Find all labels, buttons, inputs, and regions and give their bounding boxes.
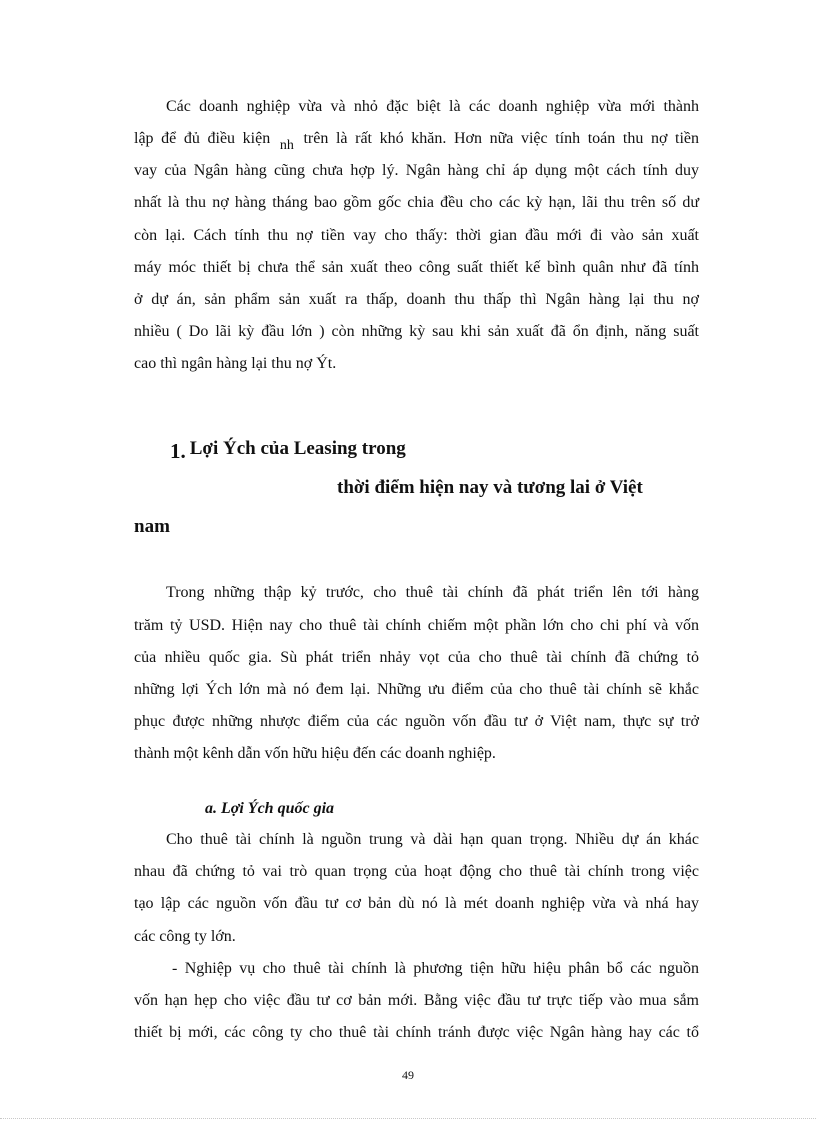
paragraph-1-line-7: ở dự án, sản phẩm sản xuất ra thấp, doanh thu thấp thì Ngân hàng lại thu nợ	[134, 291, 699, 308]
paragraph-4-line-2: vốn hạn hẹp cho việc đầu tư cơ bản mới. Bằng việc đầu tư trực tiếp vào mua sắm	[134, 992, 699, 1009]
paragraph-1-line-9: cao thì ngân hàng lại thu nợ Ýt.	[134, 355, 337, 372]
paragraph-1-line-2	[134, 129, 700, 153]
paragraph-1-line-2-start: lập để đủ điều kiện	[134, 130, 271, 147]
paragraph-1-line-2-end: trên là rất khó khăn. Hơn nữa việc tính toán thu nợ tiền	[303, 130, 700, 147]
paragraph-2-line-6: thành một kênh dẫn vốn hữu hiệu đến các doanh nghiệp.	[134, 745, 496, 762]
paragraph-2-line-3: của nhiều quốc gia. Sù phát triển nhảy vọt của cho thuê tài chính đã chứng tỏ	[134, 649, 699, 666]
subscript-nh: nh	[279, 138, 294, 153]
section-heading-line-3: nam	[134, 516, 170, 537]
paragraph-3-line-4: các công ty lớn.	[134, 928, 236, 945]
paragraph-2-line-1: Trong những thập kỷ trước, cho thuê tài chính đã phát triển lên tới hàng	[166, 584, 699, 601]
paragraph-4-line-3: thiết bị mới, các công ty cho thuê tài chính tránh được việc Ngân hàng hay các tổ	[134, 1024, 699, 1041]
section-heading-line-2: thời điểm hiện nay và tương lai ở Việt	[337, 477, 643, 498]
section-number: 1.	[170, 439, 186, 463]
paragraph-2-line-4: những lợi Ých lớn mà nó đem lại. Những ưu điểm của cho thuê tài chính sẽ khắc	[134, 681, 699, 698]
paragraph-2-line-5: phục được những nhược điểm của các nguồn vốn đầu tư ở Việt nam, thực sự trở	[134, 713, 699, 730]
section-title-start: Lợi Ých của Leasing trong	[189, 438, 406, 459]
paragraph-3-line-1: Cho thuê tài chính là nguồn trung và dài hạn quan trọng. Nhiều dự án khác	[166, 831, 699, 848]
paragraph-4-line-1: - Nghiệp vụ cho thuê tài chính là phương tiện hữu hiệu phân bổ các nguồn	[172, 960, 699, 977]
paragraph-3-line-3: tạo lập các nguồn vốn đầu tư cơ bản dù nó là mét doanh nghiệp vừa và nhá hay	[134, 895, 699, 912]
paragraph-1-line-1: Các doanh nghiệp vừa và nhỏ đặc biệt là các doanh nghiệp vừa mới thành	[166, 98, 699, 115]
paragraph-1-line-8: nhiều ( Do lãi kỳ đầu lớn ) còn những kỳ sau khi sản xuất đã ổn định, năng suất	[134, 323, 699, 340]
paragraph-3-line-2: nhau đã chứng tỏ vai trò quan trọng của hoạt động cho thuê tài chính trong việc	[134, 863, 699, 880]
page-number: 49	[402, 1068, 414, 1082]
paragraph-1-line-3: vay của Ngân hàng cũng chưa hợp lý. Ngân hàng chỉ áp dụng một cách tính duy	[134, 162, 699, 179]
paragraph-1-line-4: nhất là thu nợ hàng tháng bao gồm gốc chia đều cho các kỳ hạn, lãi thu trên số dư	[134, 194, 699, 211]
section-heading-line-1	[170, 435, 406, 461]
page-bottom-divider	[0, 1118, 816, 1119]
subheading-national-benefit: a. Lợi Ých quốc gia	[205, 800, 335, 817]
paragraph-1-line-5: còn lại. Cách tính thu nợ tiền vay cho thấy: thời gian đầu mới đi vào sản xuất	[134, 227, 699, 244]
paragraph-2-line-2: trăm tỷ USD. Hiện nay cho thuê tài chính chiếm một phần lớn cho chi phí và vốn	[134, 617, 699, 634]
paragraph-1-line-6: máy móc thiết bị chưa thể sản xuất theo công suất thiết kế bình quân như đã tính	[134, 259, 699, 276]
